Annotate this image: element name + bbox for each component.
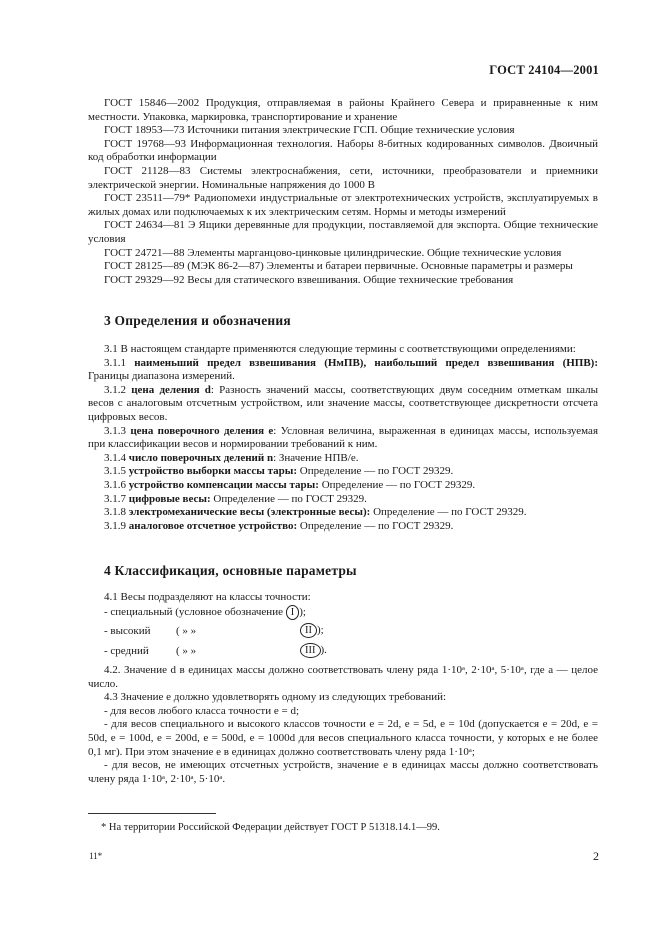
class-II-wrap: II ); [300, 623, 324, 638]
footnote: * На территории Российской Федерации действует ГОСТ Р 51318.14.1—99. [101, 822, 440, 833]
ref-item: ГОСТ 24721—88 Элементы марганцово-цинковые цилиндрические. Общие технические условия [104, 246, 562, 259]
section-3-intro: 3.1 В настоящем стандарте применяются следующие термины с соответствующими определениями: [104, 343, 576, 355]
class-mid: - средний [104, 645, 149, 657]
definition-item: 3.1.3 цена поверочного деления e: Условная величина, выраженная в единицах массы, используемая при классификации весов и нормировании требований к ним. [88, 424, 598, 451]
header-title: ГОСТ 24104—2001 [489, 63, 599, 77]
footnote-separator [88, 813, 216, 814]
ref-item: ГОСТ 18953—73 Источники питания электрические ГСП. Общие технические условия [104, 124, 515, 137]
ref-item: ГОСТ 15846—2002 Продукция, отправляемая в районы Крайнего Севера и приравненные к ним местности. Упаковка, маркировка, транспортирование и хранение [88, 97, 598, 123]
ref-item: ГОСТ 29329—92 Весы для статического взвешивания. Общие технические требования [104, 273, 514, 286]
definition-item: 3.1.2 цена деления d: Разность значений массы, соответствующих двум соседним отметкам шкалы весов с аналоговым отсчетным устройством, или значение массы, соответствующее дискретности отсчета цифровых весов. [88, 383, 598, 423]
para-4-3-c: - для весов, не имеющих отсчетных устройств, значение e в единицах массы должно соответствовать члену ряда 1·10ᵃ, 2·10ᵃ, 5·10ᵃ. [88, 759, 598, 785]
section-3-heading: 3 Определения и обозначения [104, 313, 291, 328]
para-4-2: 4.2. Значение d в единицах массы должно соответствовать члену ряда 1·10ᵃ, 2·10ᵃ, 5·10ᵃ, где a — целое число. [88, 664, 598, 690]
section-4-intro: 4.1 Весы подразделяют на классы точности: [104, 591, 311, 603]
section-4-heading: 4 Классификация, основные параметры [104, 563, 357, 578]
definition-item: 3.1.6 устройство компенсации массы тары: Определение — по ГОСТ 29329. [104, 478, 476, 491]
definition-item: 3.1.5 устройство выборки массы тары: Определение — по ГОСТ 29329. [104, 465, 454, 478]
page-number: 2 [593, 849, 599, 863]
class-III-symbol: III [300, 643, 321, 658]
definition-item: 3.1.1 наименьший предел взвешивания (НмПВ), наибольший предел взвешивания (НПВ): Границы диапазона измерений. [88, 356, 599, 383]
ditto-marks: ( » » [176, 625, 197, 637]
definition-item: 3.1.9 аналоговое отсчетное устройство: Определение — по ГОСТ 29329. [104, 519, 454, 532]
para-4-3-a: - для весов любого класса точности e = d; [104, 704, 299, 717]
ref-item: ГОСТ 19768—93 Информационная технология. Наборы 8-битных кодированных символов. Двоичный код обработки информации [88, 137, 598, 164]
para-4-3-b: - для весов специального и высокого классов точности e = 2d, e = 5d, e = 10d (допускается e = 20d, e = 50d, e = 100d, e = 200d, e = 500d, e = 1000d для весов специального класса точности, у которых e не более 0,1 мг). При этом значение e в единицах должно соответствовать члену ряда 1·10ᵃ; [88, 718, 598, 758]
print-mark: 11* [89, 851, 103, 861]
ref-item: ГОСТ 23511—79* Радиопомехи индустриальные от электротехнических устройств, эксплуатируемых в жилых домах или подключаемых к их электрическим сетям. Нормы и методы измерений [88, 192, 598, 218]
ref-item: ГОСТ 24634—81 Э Ящики деревянные для продукции, поставляемой для экспорта. Общие технические условия [88, 219, 598, 245]
class-special: - специальный (условное обозначение I ); [104, 606, 306, 618]
definition-item: 3.1.7 цифровые весы: Определение — по ГОСТ 29329. [104, 492, 367, 505]
ref-item: ГОСТ 28125—89 (МЭК 86-2—87) Элементы и батареи первичные. Основные параметры и размеры [104, 260, 573, 273]
class-II-symbol: II [300, 623, 317, 638]
class-high: - высокий [104, 625, 151, 637]
class-III-wrap: III ). [300, 643, 327, 658]
ref-item: ГОСТ 21128—83 Системы электроснабжения, сети, источники, преобразователи и приемники электрической энергии. Номинальные напряжения до 1000 В [88, 164, 598, 191]
para-4-3: 4.3 Значение e должно удовлетворять одному из следующих требований: [104, 691, 447, 704]
ditto-marks: ( » » [176, 645, 197, 657]
definition-item: 3.1.4 число поверочных делений n: Значение НПВ/e. [104, 451, 359, 464]
section-4-body [88, 664, 598, 786]
section-3-body [88, 343, 598, 533]
references-list [88, 97, 598, 287]
definition-item: 3.1.8 электромеханические весы (электронные весы): Определение — по ГОСТ 29329. [104, 506, 527, 519]
class-I-symbol: I [286, 605, 300, 620]
